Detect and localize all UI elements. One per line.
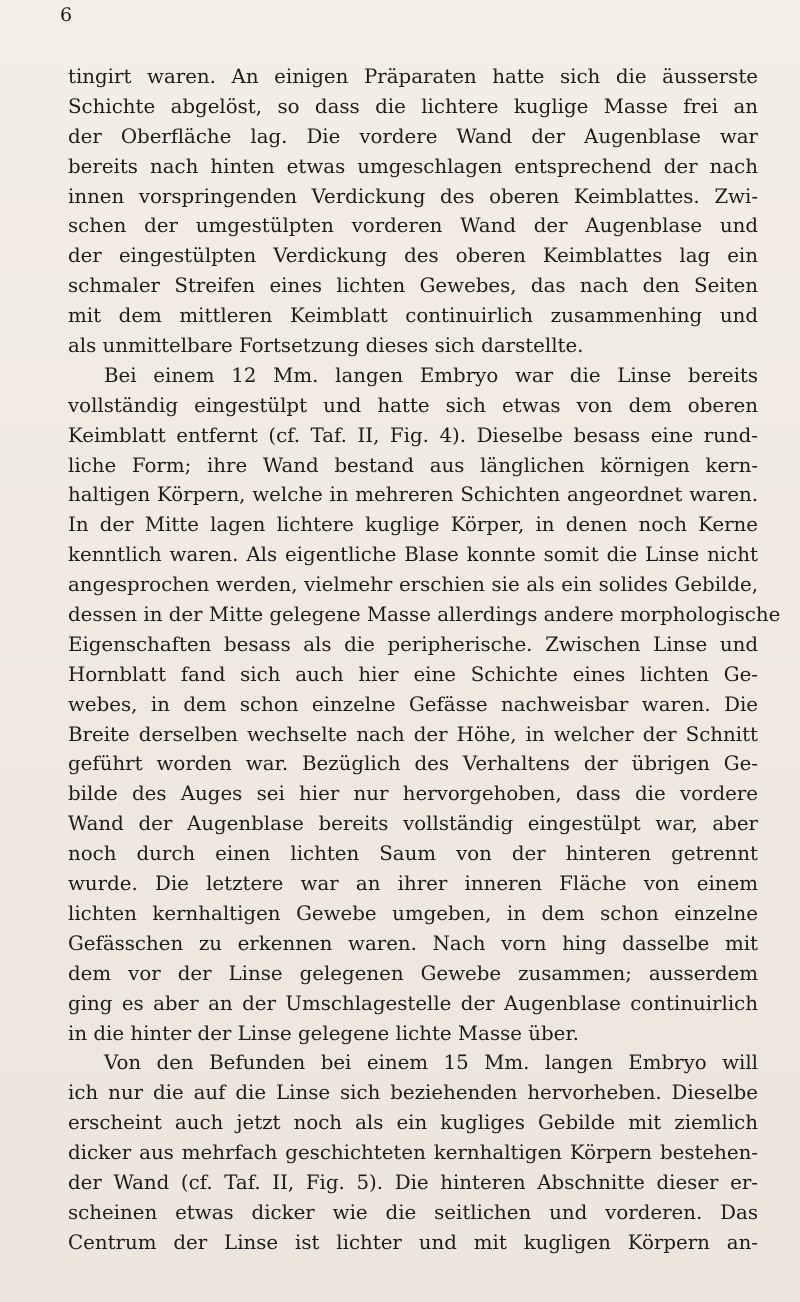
text-line: der eingestülpten Verdickung des oberen Keimblattes lag ein [68,244,758,268]
text-line: erscheint auch jetzt noch als ein kugliges Gebilde mit ziemlich [68,1111,758,1135]
text-line: Keimblatt entfernt (cf. Taf. II, Fig. 4). Dieselbe besass eine rund- [68,423,758,447]
text-line: wurde. Die letztere war an ihrer inneren Fläche von einem [68,872,758,896]
body-text [68,62,781,1258]
text-line: bilde des Auges sei hier nur hervorgehoben, dass die vordere [68,782,758,806]
text-line: dicker aus mehrfach geschichteten kernhaltigen Körpern bestehen- [68,1141,758,1165]
text-line: webes, in dem schon einzelne Gefässe nachweisbar waren. Die [68,692,758,716]
text-line: geführt worden war. Bezüglich des Verhaltens der übrigen Ge- [68,752,758,776]
text-line: in die hinter der Linse gelegene lichte Masse über. [68,1021,579,1045]
text-line: Eigenschaften besass als die peripherische. Zwischen Linse und [68,632,758,656]
text-line: noch durch einen lichten Saum von der hinteren getrennt [68,842,758,866]
text-line: schmaler Streifen eines lichten Gewebes, das nach den Seiten [68,274,758,298]
page-number: 6 [60,4,73,26]
text-line: bereits nach hinten etwas umgeschlagen entsprechend der nach [68,154,758,178]
text-line: In der Mitte lagen lichtere kuglige Körper, in denen noch Kerne [68,513,758,537]
text-line: ich nur die auf die Linse sich beziehenden hervorheben. Dieselbe [68,1081,758,1105]
text-line: liche Form; ihre Wand bestand aus länglichen körnigen kern- [68,453,758,477]
text-line: Bei einem 12 Mm. langen Embryo war die Linse bereits [104,363,758,387]
text-line: Gefässchen zu erkennen waren. Nach vorn hing dasselbe mit [68,931,758,955]
text-line: dem vor der Linse gelegenen Gewebe zusammen; ausserdem [68,961,758,985]
text-line: kenntlich waren. Als eigentliche Blase konnte somit die Linse nicht [68,543,758,567]
text-line: lichten kernhaltigen Gewebe umgeben, in dem schon einzelne [68,901,758,925]
text-line: innen vorspringenden Verdickung des oberen Keimblattes. Zwi- [68,184,758,208]
text-line: Von den Befunden bei einem 15 Mm. langen Embryo will [104,1051,758,1075]
text-line: als unmittelbare Fortsetzung dieses sich darstellte. [68,334,584,358]
text-line: dessen in der Mitte gelegene Masse allerdings andere morphologische [68,603,781,627]
text-line: schen der umgestülpten vorderen Wand der Augenblase und [68,214,758,238]
text-line: der Oberfläche lag. Die vordere Wand der Augenblase war [68,124,758,148]
text-line: Schichte abgelöst, so dass die lichtere kuglige Masse frei an [68,94,758,118]
text-line: haltigen Körpern, welche in mehreren Schichten angeordnet waren. [68,483,758,507]
text-line: ging es aber an der Umschlagestelle der Augenblase continuirlich [68,991,758,1015]
text-line: der Wand (cf. Taf. II, Fig. 5). Die hinteren Abschnitte dieser er- [68,1170,758,1194]
text-line: Centrum der Linse ist lichter und mit kugligen Körpern an- [68,1230,758,1254]
text-line: angesprochen werden, vielmehr erschien sie als ein solides Gebilde, [68,573,758,597]
text-line: scheinen etwas dicker wie die seitlichen und vorderen. Das [68,1200,758,1224]
text-line: Breite derselben wechselte nach der Höhe, in welcher der Schnitt [68,722,758,746]
text-line: Hornblatt fand sich auch hier eine Schichte eines lichten Ge- [68,662,758,686]
text-line: tingirt waren. An einigen Präparaten hatte sich die äusserste [68,65,758,88]
text-line: vollständig eingestülpt und hatte sich etwas von dem oberen [68,393,758,417]
text-line: Wand der Augenblase bereits vollständig eingestülpt war, aber [68,812,758,836]
text-line: mit dem mittleren Keimblatt continuirlich zusammenhing und [68,304,758,328]
